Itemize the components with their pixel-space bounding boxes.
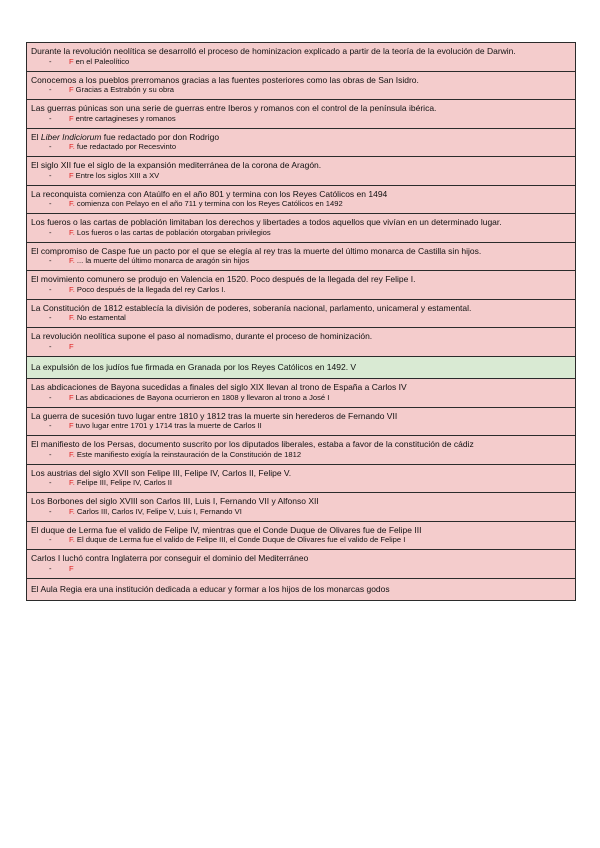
table-row <box>26 129 576 158</box>
false-flag: F <box>69 392 74 402</box>
correction: - F. Felipe III, Felipe IV, Carlos II <box>49 478 173 487</box>
false-flag: F <box>69 421 74 430</box>
statement: El duque de Lerma fue el valido de Felipe IV, mientras que el Conde Duque de Olivares fue de Felipe III <box>31 524 422 535</box>
correction: - F. Carlos III, Carlos IV, Felipe V, Luis I, Fernando VI <box>49 506 242 516</box>
correction-text: Los fueros o las cartas de población otorgaban privilegios <box>76 227 271 237</box>
statement-prefix: El <box>31 131 41 142</box>
false-flag: F. <box>69 506 75 516</box>
false-flag: F. <box>69 142 75 151</box>
table-row <box>26 42 576 72</box>
false-flag: F <box>69 341 74 351</box>
correction-text: ... la muerte del último monarca de aragón sin hijos <box>76 256 250 265</box>
table-row <box>26 579 576 602</box>
correction-text: No estamental <box>76 313 126 322</box>
correction-text: fue redactado por Recesvinto <box>76 142 177 151</box>
table-row <box>26 186 576 215</box>
table-row <box>26 408 576 437</box>
statement: Los Borbones del siglo XVIII son Carlos III, Luis I, Fernando VII y Alfonso XII <box>31 496 319 506</box>
table-row <box>26 328 576 357</box>
correction-text: El duque de Lerma fue el valido de Felipe III, el Conde Duque de Olivares fue el valido de Felipe I <box>76 535 406 544</box>
statement: Los austrias del siglo XVII son Felipe III, Felipe IV, Carlos II, Felipe V. <box>31 467 292 478</box>
false-flag: F. <box>69 256 75 265</box>
correction: - F. El duque de Lerma fue el valido de Felipe III, el Conde Duque de Olivares fue el valido de Felipe I <box>49 535 406 544</box>
correction-text: Carlos III, Carlos IV, Felipe V, Luis I, Fernando VI <box>76 506 242 516</box>
table-row <box>26 243 576 272</box>
correction: - F. fue redactado por Recesvinto <box>49 142 177 151</box>
statement: El siglo XII fue el siglo de la expansión mediterránea de la corona de Aragón. <box>31 160 322 170</box>
correction: - F. Poco después de la llegada del rey Carlos I. <box>49 284 226 294</box>
correction-text: entre cartagineses y romanos <box>75 113 176 123</box>
table-row <box>26 157 576 186</box>
statement: Durante la revolución neolítica se desarrolló el proceso de hominizacion explicado a partir de la teoría de la evolución de Darwin. <box>31 46 516 56</box>
correction-text: Poco después de la llegada del rey Carlos I. <box>76 284 226 294</box>
correction: - F tuvo lugar entre 1701 y 1714 tras la muerte de Carlos II <box>49 421 262 430</box>
false-flag: F <box>69 170 74 180</box>
false-flag: F <box>69 113 74 123</box>
table-row <box>26 550 576 579</box>
correction: - F Gracias a Estrabón y su obra <box>49 85 174 94</box>
correction-text: Este manifiesto exigía la reinstauración de la Constitución de 1812 <box>76 449 302 459</box>
false-flag: F. <box>69 284 75 294</box>
statement-suffix: fue redactado por don Rodrigo <box>101 131 220 142</box>
table-row <box>26 493 576 522</box>
statement: La guerra de sucesión tuvo lugar entre 1810 y 1812 tras la muerte sin herederos de Fernando VII <box>31 410 398 421</box>
statement: La expulsión de los judíos fue firmada en Granada por los Reyes Católicos en 1492. V <box>31 361 357 372</box>
table-row <box>26 100 576 129</box>
table-row <box>26 214 576 243</box>
correction: - F. Los fueros o las cartas de población otorgaban privilegios <box>49 227 271 237</box>
correction-text: comienza con Pelayo en el año 711 y termina con los Reyes Católicos en 1492 <box>76 199 343 208</box>
statement: El movimiento comunero se produjo en Valencia en 1520. Poco después de la llegada del rey Felipe I. <box>31 274 416 284</box>
correction-text: Gracias a Estrabón y su obra <box>75 85 174 94</box>
table-row <box>26 271 576 300</box>
statement <box>31 132 571 143</box>
table-row <box>26 465 576 494</box>
correction: - F. No estamental <box>49 313 126 322</box>
correction: - F entre cartagineses y romanos <box>49 113 176 123</box>
correction-text: en el Paleolítico <box>75 56 130 66</box>
statement: La reconquista comienza con Ataúlfo en el año 801 y termina con los Reyes Católicos en 1494 <box>31 188 388 199</box>
correction: - F Entre los siglos XIII a XV <box>49 170 160 180</box>
quiz-table <box>26 42 576 601</box>
statement-italic-title: Liber Indiciorum <box>40 131 102 142</box>
statement: El Aula Regia era una institución dedicada a educar y formar a los hijos de los monarcas godos <box>31 583 390 594</box>
table-row <box>26 379 576 408</box>
statement: La Constitución de 1812 establecía la división de poderes, soberanía nacional, parlamento, unicameral y estamental. <box>31 302 472 313</box>
correction-text: tuvo lugar entre 1701 y 1714 tras la muerte de Carlos II <box>75 421 262 430</box>
table-row <box>26 436 576 465</box>
false-flag: F <box>69 56 74 66</box>
statement: La revolución neolítica supone el paso al nomadismo, durante el proceso de hominización. <box>31 331 373 341</box>
statement: El compromiso de Caspe fue un pacto por el que se elegía al rey tras la muerte del último monarca de Castilla sin hijos. <box>31 245 482 256</box>
correction: - F <box>49 341 74 351</box>
table-row <box>26 72 576 101</box>
correction-text: Las abdicaciones de Bayona ocurrieron en 1808 y llevaron al trono a José I <box>75 392 330 402</box>
statement: Conocemos a los pueblos prerromanos gracias a las fuentes posteriores como las obras de San Isidro. <box>31 74 419 85</box>
false-flag: F. <box>69 449 75 459</box>
false-flag: F. <box>69 535 75 544</box>
correction: - F. ... la muerte del último monarca de aragón sin hijos <box>49 256 250 265</box>
correction: - F Las abdicaciones de Bayona ocurrieron en 1808 y llevaron al trono a José I <box>49 392 330 402</box>
statement: Las guerras púnicas son una serie de guerras entre Iberos y romanos con el control de la península ibérica. <box>31 103 437 113</box>
correction-text: Felipe III, Felipe IV, Carlos II <box>76 478 173 487</box>
table-row <box>26 522 576 551</box>
correction: - F en el Paleolítico <box>49 56 130 66</box>
statement: Las abdicaciones de Bayona sucedidas a finales del siglo XIX llevan al trono de España a Carlos IV <box>31 382 407 392</box>
table-row <box>26 300 576 329</box>
false-flag: F. <box>69 227 75 237</box>
table-row-true <box>26 357 576 380</box>
false-flag: F <box>69 563 74 573</box>
false-flag: F. <box>69 199 75 208</box>
correction: - F. Este manifiesto exigía la reinstauración de la Constitución de 1812 <box>49 449 302 459</box>
false-flag: F. <box>69 478 75 487</box>
correction-text: Entre los siglos XIII a XV <box>75 170 160 180</box>
correction: - F <box>49 563 74 573</box>
statement: El manifiesto de los Persas, documento suscrito por los diputados liberales, estaba a favor de la constitución de cádiz <box>31 439 474 449</box>
false-flag: F. <box>69 313 75 322</box>
statement: Los fueros o las cartas de población limitaban los derechos y libertades a todos aquellos que vivían en un determinado lugar. <box>31 217 502 227</box>
false-flag: F <box>69 85 74 94</box>
correction: - F. comienza con Pelayo en el año 711 y termina con los Reyes Católicos en 1492 <box>49 199 343 208</box>
statement: Carlos I luchó contra Inglaterra por conseguir el dominio del Mediterráneo <box>31 553 309 563</box>
